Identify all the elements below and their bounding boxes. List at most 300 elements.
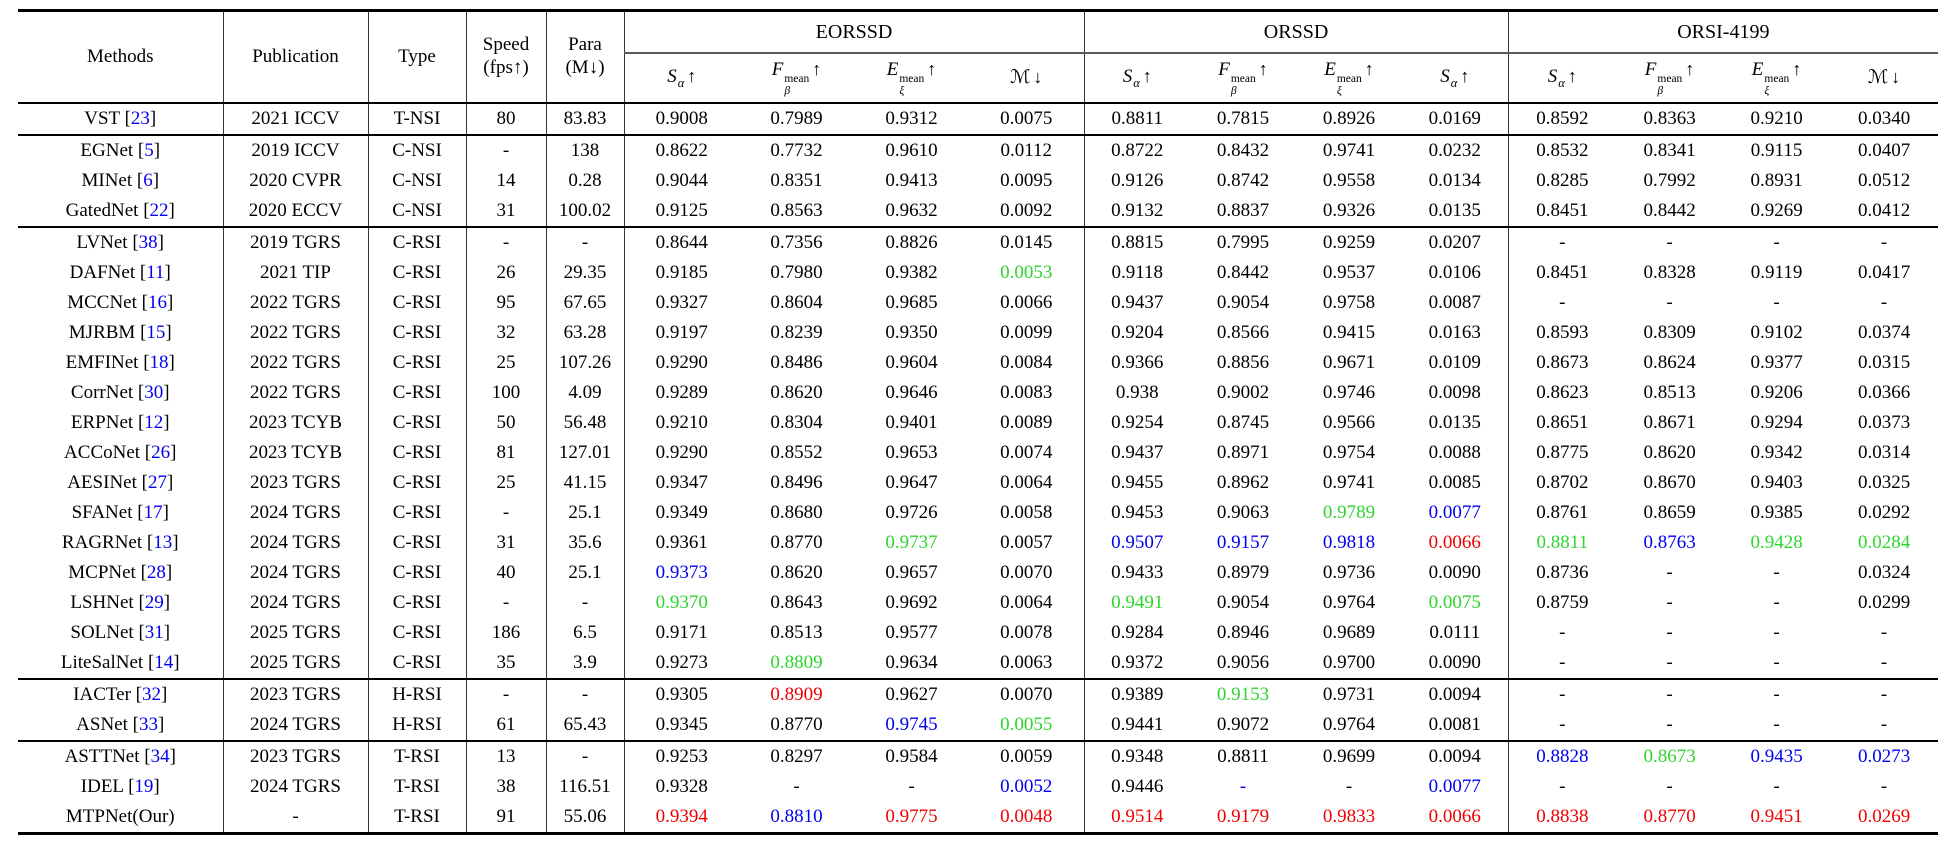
type-cell: C-RSI	[368, 288, 466, 318]
metric-value: 0.0084	[969, 348, 1084, 378]
metric-value: -	[1880, 652, 1888, 674]
para-cell: 6.5	[546, 618, 624, 648]
para-cell: -	[546, 227, 624, 258]
type-cell: H-RSI	[368, 710, 466, 741]
type-cell: C-NSI	[368, 196, 466, 227]
metric-header-orssd-4: $S_\alpha$ ↑	[1402, 53, 1508, 103]
metric-value: 0.9699	[1296, 741, 1402, 772]
metric-value: 0.9653	[885, 442, 938, 464]
metric-value: 0.9132	[1111, 200, 1164, 222]
metric-value: 0.9197	[655, 322, 708, 344]
table-row-idel	[18, 772, 1938, 802]
metric-value: 0.0070	[969, 558, 1084, 588]
metric-value: 0.9002	[1216, 382, 1270, 404]
metric-value: 0.8926	[1322, 108, 1376, 130]
metric-value: 0.0112	[969, 135, 1084, 166]
method-name: MCPNet	[68, 562, 136, 584]
metric-value: 0.8826	[854, 227, 969, 258]
metric-value: -	[1830, 227, 1938, 258]
method-name: RAGRNet	[61, 532, 143, 554]
publication-cell: 2025 TGRS	[223, 648, 368, 679]
metric-value: 0.9692	[885, 592, 938, 614]
table-row-egnet	[18, 135, 1938, 166]
metric-value: 0.9269	[1750, 200, 1803, 222]
citation-ref[interactable]: 22	[149, 200, 169, 222]
metric-header-orssd-1: $S_\alpha$ ↑	[1084, 53, 1190, 103]
method-cell: MCCNet [16]	[18, 288, 223, 318]
metric-value: 0.8979	[1216, 562, 1270, 584]
metric-value: 0.8809	[770, 652, 823, 674]
metric-value: 0.0081	[1402, 710, 1508, 741]
metric-value: -	[1559, 622, 1566, 644]
col-header-speed	[466, 11, 546, 104]
method-name: MINet	[81, 170, 133, 192]
para-cell: 116.51	[546, 772, 624, 802]
metric-value: -	[1880, 714, 1888, 736]
metric-value: 0.9348	[1084, 741, 1190, 772]
metric-value: 0.9102	[1750, 322, 1803, 344]
method-name: MJRBM	[68, 322, 136, 344]
para-cell: -	[546, 741, 624, 772]
speed-cell: 26	[466, 258, 546, 288]
metric-value: -	[1773, 714, 1780, 736]
col-header-para	[546, 11, 624, 104]
citation-ref[interactable]: 28	[146, 562, 166, 584]
metric-value: 0.9736	[1322, 562, 1376, 584]
metric-value: 0.9437	[1111, 292, 1164, 314]
metric-value: 0.9754	[1322, 442, 1376, 464]
metric-value: 0.0077	[1402, 772, 1508, 802]
metric-value: 0.8837	[1216, 200, 1270, 222]
metric-header-orssd-2: F mean β ↑	[1190, 53, 1296, 103]
metric-value: 0.9259	[1296, 227, 1402, 258]
metric-value: -	[1508, 679, 1616, 710]
table-row-mjrbm	[18, 318, 1938, 348]
type-cell: C-RSI	[368, 258, 466, 288]
method-name: ASNet	[76, 714, 128, 736]
publication-cell: 2019 ICCV	[223, 135, 368, 166]
metric-value: 0.9305	[624, 679, 739, 710]
metric-value: 0.9366	[1111, 352, 1164, 374]
metric-value: 0.0135	[1402, 196, 1508, 227]
metric-value: -	[1616, 227, 1723, 258]
metric-value: 0.0064	[969, 588, 1084, 618]
metric-value: 0.9403	[1750, 472, 1803, 494]
table-row-lshnet	[18, 588, 1938, 618]
publication-cell: 2021 ICCV	[223, 103, 368, 135]
metric-value: 0.9377	[1750, 352, 1803, 374]
publication-cell: 2025 TGRS	[223, 618, 368, 648]
metric-value: 0.9446	[1111, 776, 1164, 798]
type-cell: H-RSI	[368, 679, 466, 710]
metric-value: 0.0087	[1402, 288, 1508, 318]
metric-header-eorssd-4: ℳ ↓	[969, 53, 1084, 103]
table-row-litesalnet	[18, 648, 1938, 679]
method-name: MCCNet	[67, 292, 137, 314]
table-row-erpnet	[18, 408, 1938, 438]
publication-cell: 2019 TGRS	[223, 227, 368, 258]
metric-value: 0.8486	[770, 352, 823, 374]
metric-value: 0.9415	[1322, 322, 1376, 344]
citation-ref[interactable]: 38	[138, 232, 158, 254]
para-cell: -	[546, 588, 624, 618]
metric-value: -	[1559, 714, 1566, 736]
metric-value: 0.8680	[770, 502, 823, 524]
speed-cell: 38	[466, 772, 546, 802]
metric-value: 0.0083	[969, 378, 1084, 408]
table-row-sfanet	[18, 498, 1938, 528]
metric-value: 0.0075	[969, 103, 1084, 135]
metric-value: -	[1773, 776, 1780, 798]
citation-ref[interactable]: 23	[130, 108, 150, 130]
metric-value: 0.8702	[1536, 472, 1589, 494]
speed-cell: 61	[466, 710, 546, 741]
method-cell: ACCoNet [26]	[18, 438, 223, 468]
metric-value: 0.8451	[1536, 262, 1589, 284]
metric-value: 0.8673	[1616, 741, 1723, 772]
citation-ref[interactable]: 19	[134, 776, 154, 798]
para-unit: (M↓)	[565, 57, 605, 78]
metric-value: 0.8297	[739, 741, 854, 772]
metric-value: 0.0066	[1402, 802, 1508, 834]
method-cell: ASNet [33]	[18, 710, 223, 741]
citation-ref[interactable]: 31	[144, 622, 164, 644]
speed-cell: 35	[466, 648, 546, 679]
metric-value: 0.8592	[1536, 108, 1589, 130]
metric-value: 0.9056	[1216, 652, 1270, 674]
metric-value: -	[1559, 652, 1566, 674]
metric-value: 0.9413	[885, 170, 938, 192]
table-row-aesinet	[18, 468, 1938, 498]
metric-value: 0.0417	[1857, 262, 1911, 284]
table-row-minet	[18, 166, 1938, 196]
metric-value: -	[1830, 679, 1938, 710]
metric-value: 0.8761	[1536, 502, 1589, 524]
metric-value: 0.9054	[1216, 592, 1270, 614]
metric-value: 0.8770	[1643, 806, 1696, 828]
method-cell: VST [23]	[18, 103, 223, 135]
citation-ref[interactable]: 29	[144, 592, 164, 614]
metric-value: 0.9610	[854, 135, 969, 166]
type-cell: C-RSI	[368, 558, 466, 588]
method-cell: SFANet [17]	[18, 498, 223, 528]
speed-cell: 186	[466, 618, 546, 648]
citation-ref[interactable]: 26	[151, 442, 171, 464]
metric-value: 0.0134	[1402, 166, 1508, 196]
para-cell: 100.02	[546, 196, 624, 227]
citation-ref[interactable]: 12	[144, 412, 164, 434]
metric-value: 0.9758	[1322, 292, 1376, 314]
method-cell: IDEL [19]	[18, 772, 223, 802]
metric-value: 0.8759	[1536, 592, 1589, 614]
metric-value: 0.9737	[885, 532, 938, 554]
method-cell: ASTTNet [34]	[18, 741, 223, 772]
metric-value: 0.9451	[1750, 806, 1803, 828]
type-cell: C-RSI	[368, 498, 466, 528]
metric-value: 0.0055	[969, 710, 1084, 741]
metric-value: 0.0048	[969, 802, 1084, 834]
benchmark-results-table	[18, 9, 1938, 835]
metric-value: 0.9833	[1322, 806, 1376, 828]
speed-cell: 31	[466, 528, 546, 558]
method-cell: ERPNet [12]	[18, 408, 223, 438]
metric-value: 0.0063	[969, 648, 1084, 679]
method-cell: LSHNet [29]	[18, 588, 223, 618]
dataset-header-orsi-4199: ORSI-4199	[1508, 11, 1938, 54]
metric-value: 0.8775	[1536, 442, 1589, 464]
metric-value: 0.8770	[770, 714, 823, 736]
para-cell: 35.6	[546, 528, 624, 558]
metric-value: 0.9428	[1750, 532, 1803, 554]
publication-cell: 2024 TGRS	[223, 498, 368, 528]
type-cell: C-RSI	[368, 408, 466, 438]
para-cell: 29.35	[546, 258, 624, 288]
publication-cell: 2022 TGRS	[223, 318, 368, 348]
metric-value: 0.9206	[1750, 382, 1803, 404]
metric-value: -	[908, 776, 915, 798]
metric-value: 0.8763	[1643, 532, 1696, 554]
citation-ref[interactable]: 27	[147, 472, 167, 494]
publication-cell: 2024 TGRS	[223, 558, 368, 588]
metric-value: 0.0366	[1857, 382, 1911, 404]
metric-value: 0.9372	[1111, 652, 1164, 674]
metric-value: 0.9044	[655, 170, 708, 192]
metric-value: 0.9326	[1322, 200, 1376, 222]
method-name: VST	[84, 108, 120, 130]
metric-value: 0.0094	[1402, 741, 1508, 772]
metric-value: 0.9775	[885, 806, 938, 828]
metric-value: 0.0066	[969, 288, 1084, 318]
metric-value: 0.9455	[1111, 472, 1164, 494]
metric-value: 0.9054	[1216, 292, 1270, 314]
metric-value: 0.8856	[1216, 352, 1270, 374]
method-name: MTPNet(Our)	[65, 806, 175, 828]
metric-value: 0.9634	[885, 652, 938, 674]
metric-value: 0.9394	[655, 806, 708, 828]
col-header-type: Type	[368, 11, 466, 104]
metric-value: -	[1723, 679, 1830, 710]
metric-value: 0.9072	[1216, 714, 1270, 736]
metric-value: 0.9507	[1111, 532, 1164, 554]
metric-value: 0.9627	[854, 679, 969, 710]
table-row-lvnet	[18, 227, 1938, 258]
metric-value: 0.0207	[1402, 227, 1508, 258]
dataset-header-eorssd: EORSSD	[624, 11, 1084, 54]
metric-value: 0.8563	[770, 200, 823, 222]
citation-ref[interactable]: 13	[153, 532, 173, 554]
metric-value: 0.0094	[1402, 679, 1508, 710]
citation-ref[interactable]: 18	[149, 352, 169, 374]
metric-header-orssd-3: E mean ξ ↑	[1296, 53, 1402, 103]
metric-value: 0.8811	[1111, 108, 1164, 130]
type-cell: C-RSI	[368, 468, 466, 498]
publication-cell: 2023 TGRS	[223, 679, 368, 710]
citation-ref[interactable]: 32	[142, 684, 161, 706]
citation-ref[interactable]: 17	[143, 502, 163, 524]
metric-value: -	[1773, 622, 1780, 644]
metric-value: 0.9671	[1322, 352, 1376, 374]
metric-value: 0.9604	[885, 352, 938, 374]
metric-value: 0.0090	[1402, 558, 1508, 588]
table-body	[18, 103, 1938, 834]
metric-header-eorssd-2: F mean β ↑	[739, 53, 854, 103]
method-name: LiteSalNet	[60, 652, 144, 674]
metric-value: 0.9685	[885, 292, 938, 314]
metric-value: 0.9153	[1190, 679, 1296, 710]
metric-value: 0.8624	[1643, 352, 1696, 374]
publication-cell: 2022 TGRS	[223, 288, 368, 318]
para-cell: 67.65	[546, 288, 624, 318]
dataset-header-row	[18, 11, 1938, 54]
method-cell: MCPNet [28]	[18, 558, 223, 588]
metric-value: 0.8931	[1750, 170, 1803, 192]
metric-value: 0.8810	[770, 806, 823, 828]
metric-value: 0.9382	[885, 262, 938, 284]
table-row-dafnet	[18, 258, 1938, 288]
metric-value: 0.0373	[1857, 412, 1911, 434]
speed-cell: -	[466, 679, 546, 710]
metric-value: -	[1880, 292, 1888, 314]
metric-value: 0.7732	[739, 135, 854, 166]
metric-value: 0.8309	[1643, 322, 1696, 344]
metric-value: 0.9385	[1750, 502, 1803, 524]
metric-value: 0.8811	[1536, 532, 1589, 554]
metric-value: 0.8962	[1216, 472, 1270, 494]
metric-value: 0.0095	[969, 166, 1084, 196]
method-name: GatedNet	[65, 200, 139, 222]
method-cell: SOLNet [31]	[18, 618, 223, 648]
metric-value: -	[1559, 292, 1566, 314]
para-cell: 107.26	[546, 348, 624, 378]
metric-value: 0.9577	[885, 622, 938, 644]
metric-value: 0.9657	[885, 562, 938, 584]
metric-value: 0.0089	[969, 408, 1084, 438]
speed-cell: 95	[466, 288, 546, 318]
metric-value: 0.0099	[969, 318, 1084, 348]
metric-value: 0.9453	[1111, 502, 1164, 524]
metric-value: 0.7980	[770, 262, 823, 284]
metric-value: 0.9210	[1750, 108, 1803, 130]
metric-value: 0.9745	[885, 714, 938, 736]
metric-value: 0.9647	[885, 472, 938, 494]
metric-value: 0.9179	[1216, 806, 1270, 828]
type-cell: C-RSI	[368, 618, 466, 648]
metric-value: 0.9126	[1111, 170, 1164, 192]
metric-value: 0.9646	[885, 382, 938, 404]
metric-value: 0.0109	[1402, 348, 1508, 378]
citation-ref[interactable]: 5	[144, 140, 154, 162]
metric-value: 0.9433	[1111, 562, 1164, 584]
metric-value: 0.8745	[1216, 412, 1270, 434]
table-row-gatednet	[18, 196, 1938, 227]
metric-value: 0.9818	[1322, 532, 1376, 554]
citation-ref[interactable]: 15	[146, 322, 166, 344]
metric-value: -	[1616, 679, 1723, 710]
method-cell: MINet [6]	[18, 166, 223, 196]
method-cell: MJRBM [15]	[18, 318, 223, 348]
metric-value: 0.0088	[1402, 438, 1508, 468]
metric-value: 0.7815	[1216, 108, 1270, 130]
metric-value: -	[793, 776, 800, 798]
metric-value: 0.7992	[1643, 170, 1696, 192]
metric-value: 0.8644	[624, 227, 739, 258]
publication-cell: 2023 TGRS	[223, 468, 368, 498]
metric-value: 0.9584	[854, 741, 969, 772]
citation-ref[interactable]: 30	[144, 382, 164, 404]
metric-value: 0.0064	[969, 468, 1084, 498]
citation-ref[interactable]: 16	[147, 292, 167, 314]
metric-value: -	[1345, 776, 1353, 798]
method-name: LSHNet	[70, 592, 134, 614]
metric-value: 0.0273	[1830, 741, 1938, 772]
type-cell: C-NSI	[368, 135, 466, 166]
metric-value: 0.9290	[655, 352, 708, 374]
metric-value: -	[1666, 714, 1673, 736]
metric-value: 0.8811	[1190, 741, 1296, 772]
metric-value: 0.9558	[1322, 170, 1376, 192]
citation-ref[interactable]: 33	[138, 714, 158, 736]
para-cell: 83.83	[546, 103, 624, 135]
speed-cell: 50	[466, 408, 546, 438]
para-cell: 41.15	[546, 468, 624, 498]
publication-cell: 2024 TGRS	[223, 588, 368, 618]
metric-value: 0.8351	[770, 170, 823, 192]
metric-header-eorssd-1: $S_\alpha$ ↑	[624, 53, 739, 103]
citation-ref[interactable]: 6	[143, 170, 153, 192]
citation-ref[interactable]: 11	[146, 262, 165, 284]
metric-value: 0.0058	[969, 498, 1084, 528]
publication-cell: 2023 TGRS	[223, 741, 368, 772]
type-cell: T-RSI	[368, 772, 466, 802]
metric-value: 0.8239	[770, 322, 823, 344]
metric-value: 0.9204	[1111, 322, 1164, 344]
metric-value: 0.9210	[655, 412, 708, 434]
publication-cell: 2024 TGRS	[223, 772, 368, 802]
metric-value: 0.9764	[1322, 592, 1376, 614]
publication-cell: 2023 TCYB	[223, 408, 368, 438]
type-cell: C-RSI	[368, 378, 466, 408]
speed-cell: 80	[466, 103, 546, 135]
citation-ref[interactable]: 34	[150, 746, 170, 768]
metric-value: 0.9632	[885, 200, 938, 222]
citation-ref[interactable]: 14	[154, 652, 174, 674]
type-cell: C-RSI	[368, 528, 466, 558]
para-cell: 25.1	[546, 498, 624, 528]
method-cell: EMFINet [18]	[18, 348, 223, 378]
metric-value: 0.8285	[1536, 170, 1589, 192]
metric-value: 0.8341	[1616, 135, 1723, 166]
metric-value: 0.8442	[1216, 262, 1270, 284]
metric-value: 0.9119	[1750, 262, 1803, 284]
method-cell: RAGRNet [13]	[18, 528, 223, 558]
metric-value: 0.9741	[1296, 135, 1402, 166]
type-cell: C-RSI	[368, 227, 466, 258]
metric-value: -	[1880, 776, 1888, 798]
speed-cell: 32	[466, 318, 546, 348]
metric-value: 0.8532	[1508, 135, 1616, 166]
publication-cell: 2020 CVPR	[223, 166, 368, 196]
table-row-solnet	[18, 618, 1938, 648]
metric-value: 0.9253	[624, 741, 739, 772]
metric-value: 0.8623	[1536, 382, 1589, 404]
speed-cell: 31	[466, 196, 546, 227]
metric-value: 0.0111	[1402, 618, 1508, 648]
metric-header-orsi-4199-1: $S_\alpha$ ↑	[1508, 53, 1616, 103]
metric-value: 0.0292	[1857, 502, 1911, 524]
method-name: LVNet	[76, 232, 128, 254]
speed-cell: 81	[466, 438, 546, 468]
metric-value: 0.0412	[1857, 200, 1911, 222]
